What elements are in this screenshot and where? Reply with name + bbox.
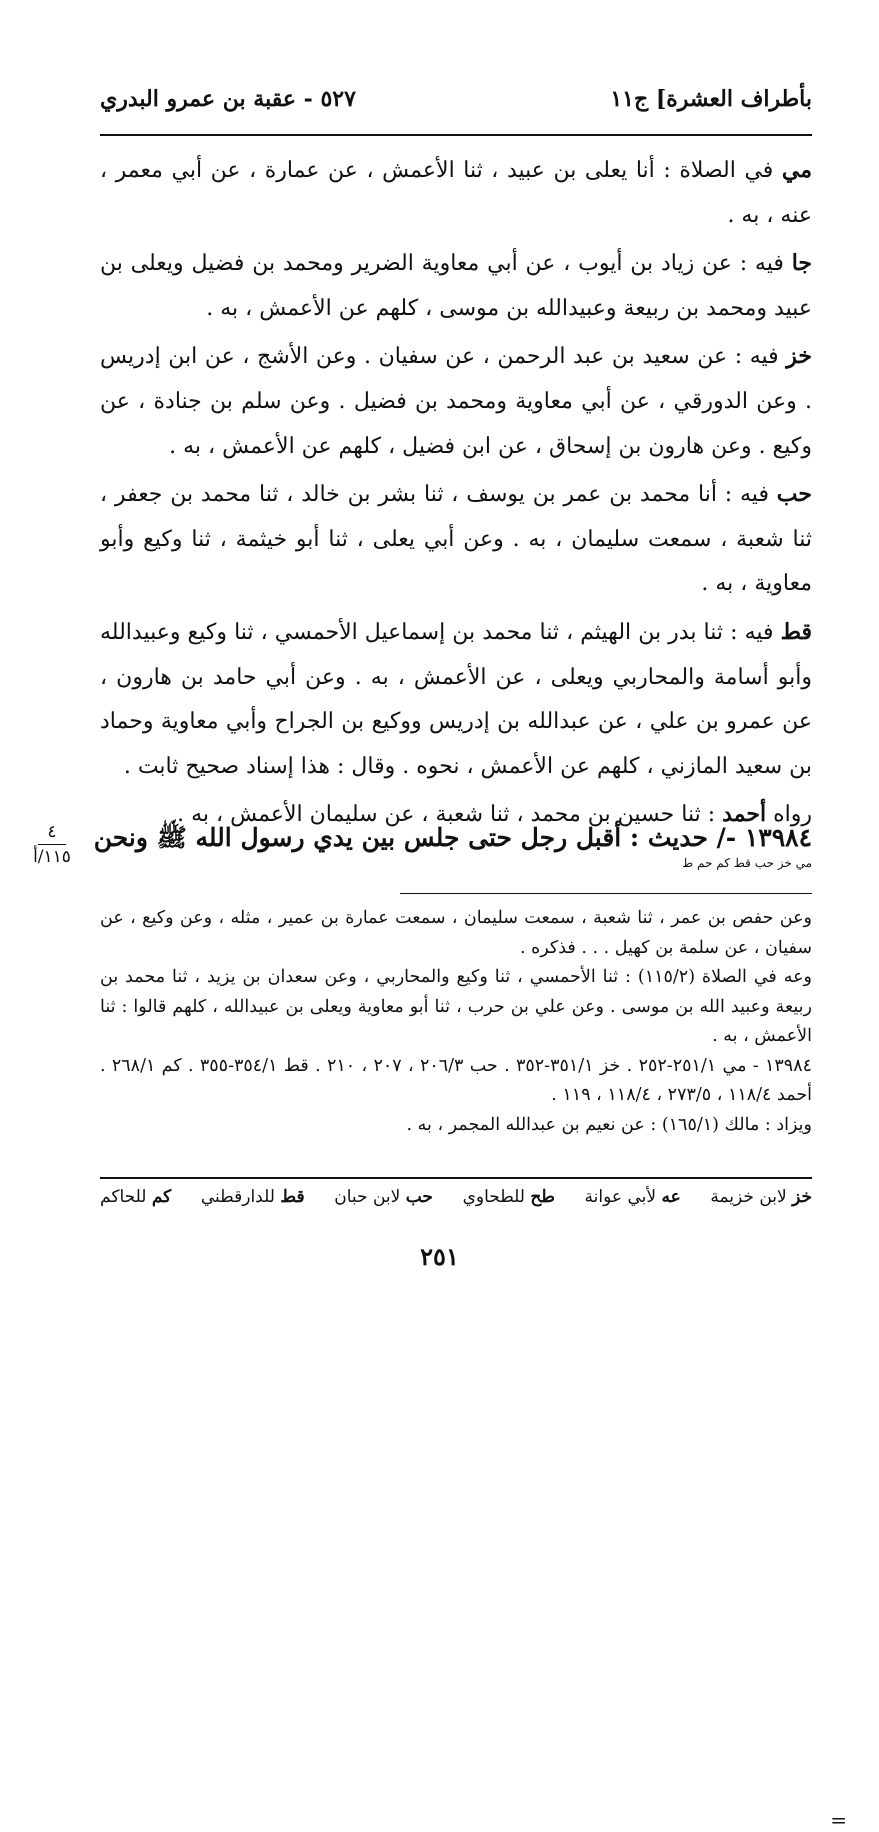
paragraph-text: فيه : ثنا بدر بن الهيثم ، ثنا محمد بن إسماعيل الأحمسي ، ثنا وكيع وعبيدالله وأبو أسامة والمحاربي ويعلى ، عن الأعمش ، به . وعن أبي حامد بن هارون ، عن عمرو بن علي ، عن عبدالله بن إدريس ووكيع بن الجراح وأبي معاوية وحماد بن سعيد المازني ، كلهم عن الأعمش ، نحوه . وقال : هذا إسناد صحيح ثابت . [100,619,812,779]
abbreviation-name: للحاكم [100,1187,147,1207]
paragraph [100,241,812,331]
paragraph-text: : ثنا حسين بن محمد ، ثنا شعبة ، عن سليمان الأعمش ، به . [177,802,723,828]
hadith-title: ١٣٩٨٤ -/ حديث : أقبل رجل حتى جلس بين يدي رسول الله ﷺ ونحن [93,823,812,852]
header-chapter: ٥٢٧ - عقبة بن عمرو البدري [100,86,356,112]
footnote: ويزاد : مالك (١٦٥/١) : عن نعيم بن عبدالله المجمر ، به . [406,1114,812,1135]
abbreviation-name: للدارقطني [200,1187,275,1207]
paragraph-text: فيه : عن زياد بن أيوب ، عن أبي معاوية الضرير ومحمد بن فضيل ويعلى بن عبيد ومحمد بن ربيعة وعبيدالله بن موسى ، كلهم عن الأعمش ، به . [100,251,812,321]
abbreviations-key [100,1187,812,1207]
margin-number: ٤ [38,822,66,845]
source-code: قط [780,618,812,645]
page-number: ٢٥١ [420,1242,459,1271]
paragraph [100,472,812,607]
abbreviation-code: قط [280,1187,305,1207]
abbreviation-code: خز [792,1187,812,1207]
abbreviation-item [710,1187,812,1207]
footnote-rule [400,893,812,894]
header-rule [100,134,812,136]
abbreviation-name: للطحاوي [462,1187,525,1207]
paragraph-prefix: رواه [766,802,812,828]
running-header [100,82,812,122]
paragraph-text: فيه : عن سعيد بن عبد الرحمن ، عن سفيان . وعن الأشج ، عن ابن إدريس . وعن الدورقي ، عن أبي معاوية ومحمد بن فضيل . وعن سلم بن جنادة ، عن وكيع . وعن هارون بن إسحاق ، عن ابن فضيل ، كلهم عن الأعمش ، به . [100,344,812,459]
abbreviation-code: كم [151,1187,172,1207]
abbreviation-code: طح [530,1187,555,1207]
abbreviation-name: لابن حبان [334,1187,401,1207]
abbreviation-item [585,1187,681,1207]
hadith-source-codes: مي خز حب قط كم حم ط [682,856,812,870]
footnote: وعن حفص بن عمر ، ثنا شعبة ، سمعت سليمان ، سمعت عمارة بن عمير ، مثله ، وعن وكيع ، عن سفيان ، عن سلمة بن كهيل . . . فذكره . [100,908,812,958]
source-code: حب [776,481,812,508]
abbreviations-rule [100,1177,812,1179]
source-name: أحمد [722,801,767,828]
abbreviation-name: لابن خزيمة [710,1187,787,1207]
margin-folio: ١١٥/أ [33,847,71,867]
continuation-marker: = [830,1808,847,1832]
header-volume: بأطراف العشرة] ج١١ [610,86,812,112]
abbreviation-item [100,1187,171,1207]
abbreviation-item [201,1187,305,1207]
abbreviation-name: لأبي عوانة [584,1187,657,1207]
abbreviation-code: عه [661,1187,681,1207]
abbreviation-code: حب [405,1187,433,1207]
paragraph-text: فيه : أنا محمد بن عمر بن يوسف ، ثنا بشر بن خالد ، ثنا محمد بن جعفر ، ثنا شعبة ، سمعت سليمان ، به . وعن أبي يعلى ، ثنا أبو خيثمة ، ثنا وكيع وأبو معاوية ، به . [100,482,812,597]
abbreviation-item [463,1187,555,1207]
paragraph [100,610,812,789]
paragraph [100,334,812,469]
source-code: جا [791,250,812,277]
margin-reference [22,822,82,867]
paragraph [100,148,812,238]
paragraph-text: في الصلاة : أنا يعلى بن عبيد ، ثنا الأعمش ، عن عمارة ، عن أبي معمر ، عنه ، به . [100,158,812,228]
source-code: خز [786,343,812,370]
main-text [100,148,812,841]
footnote: ١٣٩٨٤ - مي ٢٥١/١-٢٥٢ . خز ٣٥١/١-٣٥٢ . حب ٢٠٦/٣ ، ٢٠٧ ، ٢١٠ . قط ٣٥٤/١-٣٥٥ . كم ٢٦٨/١ . أحمد ١١٨/٤ ، ٢٧٣/٥ ، ١١٨/٤ ، ١١٩ . [100,1055,812,1105]
abbreviation-item [334,1187,433,1207]
source-code: مي [781,157,812,183]
footnote: وعه في الصلاة (١١٥/٢) : ثنا الأحمسي ، ثنا وكيع والمحاربي ، وعن سعدان بن يزيد ، ثنا محمد بن ربيعة وعبيد الله بن موسى . وعن علي بن حرب ، ثنا أبو معاوية ويعلى بن عبيدالله ، كلهم قالوا : ثنا الأعمش ، به . [100,967,812,1046]
hadith-heading [93,822,812,876]
